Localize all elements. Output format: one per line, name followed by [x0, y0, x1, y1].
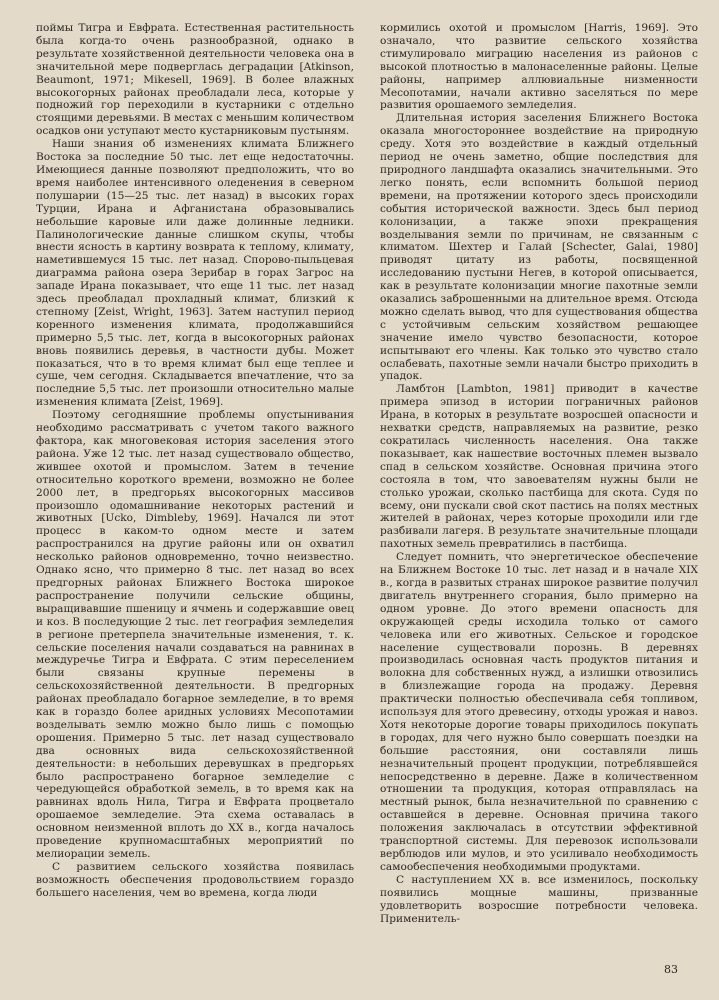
paragraph: Наши знания об изменениях климата Ближнего Востока за последние 50 тыс. лет еще недостаточны. Имеющиеся данные позволяют предположить, что во время наиболее интенсивного оледенения в северном полушарии (15—25 тыс. лет назад) в высоких горах Турции, Ирана и Афганистана образовывались небольшие каровые или даже долинные ледники. Палинологические данные слишком скупы, чтобы внести ясность в картину возврата к теплому, климату, наметившемуся 15 тыс. лет назад. Спорово-пыльцевая диаграмма района озера Зерибар в горах Загрос на западе Ирана показывает, что еще 11 тыс. лет назад здесь преобладал прохладный климат, близкий к степному [Zeist, Wright, 1963]. Затем наступил период коренного изменения климата, продолжавшийся примерно 5,5 тыс. лет, когда в высокогорных районах вновь появились деревья, в частности дубы. Может показаться, что в то время климат был еще теплее и суше, чем сегодня. Складывается впечатление, что за последние 5,5 тыс. лет произошли относительно малые изменения климата [Zeist, 1969].: [36, 138, 354, 409]
paragraph: Следует помнить, что энергетическое обеспечение на Ближнем Востоке 10 тыс. лет назад и в начале XIX в., когда в развитых странах широкое развитие получил двигатель внутреннего сгорания, было примерно на одном уровне. До этого времени опасность для окружающей среды исходила только от самого человека или его животных. Сельское и городское население существовали порознь. В деревнях производилась основная часть продуктов питания и волокна для собственных нужд, а излишки отвозились в близлежащие города на продажу. Деревня практически полностью обеспечивала себя топливом, используя для этого древесину, отходы урожая и навоз. Хотя некоторые дорогие товары приходилось покупать в городах, для чего нужно было совершать поездки на большие расстояния, они составляли лишь незначительный процент продукции, потреблявшейся непосредственно в деревне. Даже в количественном отношении та продукция, которая отправлялась на местный рынок, была незначительной по сравнению с оставшейся в деревне. Основная причина такого положения заключалась в отсутствии эффективной транспортной системы. Для перевозок использовали верблюдов или мулов, и это усиливало необходимость самообеспечения необходимыми продуктами.: [380, 551, 698, 873]
paragraph: кормились охотой и промыслом [Harris, 1969]. Это означало, что развитие сельского хозяйства стимулировало миграцию населения из районов с высокой плотностью в малонаселенные районы. Целые районы, например аллювиальные низменности Месопотамии, начали активно заселяться по мере развития орошаемого земледелия.: [380, 22, 698, 112]
right-column: [380, 22, 698, 925]
paragraph: Поэтому сегодняшние проблемы опустынивания необходимо рассматривать с учетом такого важного фактора, как многовековая история заселения этого района. Уже 12 тыс. лет назад существовало общество, жившее охотой и промыслом. Затем в течение относительно короткого времени, возможно не более 2000 лет, в предгорьях высокогорных массивов произошло одомашнивание некоторых растений и животных [Ucko, Dimbleby, 1969]. Начался ли этот процесс в каком-то одном месте и затем распространился на другие районы или он охватил несколько районов одновременно, точно неизвестно. Однако ясно, что примерно 8 тыс. лет назад во всех предгорных районах Ближнего Востока широкое распространение получили сельские общины, выращивавшие пшеницу и ячмень и содержавшие овец и коз. В последующие 2 тыс. лет география земледелия в регионе претерпела значительные изменения, т. к. сельские поселения начали создаваться на равнинах в междуречье Тигра и Евфрата. С этим переселением были связаны крупные перемены в сельскохозяйственной деятельности. В предгорных районах преобладало богарное земледелие, в то время как в гораздо более аридных условиях Месопотамии возделывать землю можно было лишь с помощью орошения. Примерно 5 тыс. лет назад существовало два основных вида сельскохозяйственной деятельности: в небольших деревушках в предгорьях было распространено богарное земледелие с чередующейся обработкой земель, в то время как на равнинах вдоль Нила, Тигра и Евфрата процветало орошаемое земледелие. Эта схема оставалась в основном неизменной вплоть до XX в., когда началось проведение крупномасштабных мероприятий по мелиорации земель.: [36, 409, 354, 860]
paragraph: С наступлением XX в. все изменилось, поскольку появились мощные машины, призванные удовлетворить возросшие потребности человека. Применитель-: [380, 873, 698, 925]
left-column: [36, 22, 354, 900]
page-number: 83: [664, 963, 678, 976]
paragraph: поймы Тигра и Евфрата. Естественная растительность была когда-то очень разнообразной, однако в результате хозяйственной деятельности человека она в значительной мере подверглась деградации [Atkinson, Beaumont, 1971; Mikesell, 1969]. В более влажных высокогорных районах преобладали леса, которые у подножий гор переходили в кустарники с отдельно стоящими деревьями. В местах с меньшим количеством осадков они уступают место кустарниковым пустыням.: [36, 22, 354, 138]
paragraph: Ламбтон [Lambton, 1981] приводит в качестве примера эпизод в истории пограничных районов Ирана, в которых в результате возросшей опасности и нехватки средств, направляемых на развитие, резко сократилась численность населения. Она также показывает, как нашествие восточных племен вызвало спад в сельском хозяйстве. Основная причина этого состояла в том, что завоевателям нужны были не столько урожаи, сколько пастбища для скота. Судя по всему, они пускали свой скот пастись на полях местных жителей в районах, через которые проходили или где разбивали лагеря. В результате значительные площади пахотных земель превратились в пастбища.: [380, 383, 698, 551]
paragraph: С развитием сельского хозяйства появилась возможность обеспечения продовольствием гораздо большего населения, чем во времена, когда люди: [36, 860, 354, 899]
paragraph: Длительная история заселения Ближнего Востока оказала многостороннее воздействие на природную среду. Хотя это воздействие в каждый отдельный период не очень заметно, общие последствия для природного ландшафта оказались значительными. Это легко понять, если вспомнить большой период времени, на протяжении которого здесь происходили события исторической важности. Здесь был период колонизации, а также эпохи прекращения возделывания земли по причинам, не связанным с климатом. Шехтер и Галай [Schecter, Galai, 1980] приводят цитату из работы, посвященной исследованию пустыни Негев, в которой описывается, как в результате колонизации многие пахотные земли оказались заброшенными на длительное время. Отсюда можно сделать вывод, что для существования общества с устойчивым сельским хозяйством решающее значение имело чувство безопасности, которое испытывают его члены. Как только это чувство стало ослабевать, пахотные земли начали быстро приходить в упадок.: [380, 112, 698, 383]
